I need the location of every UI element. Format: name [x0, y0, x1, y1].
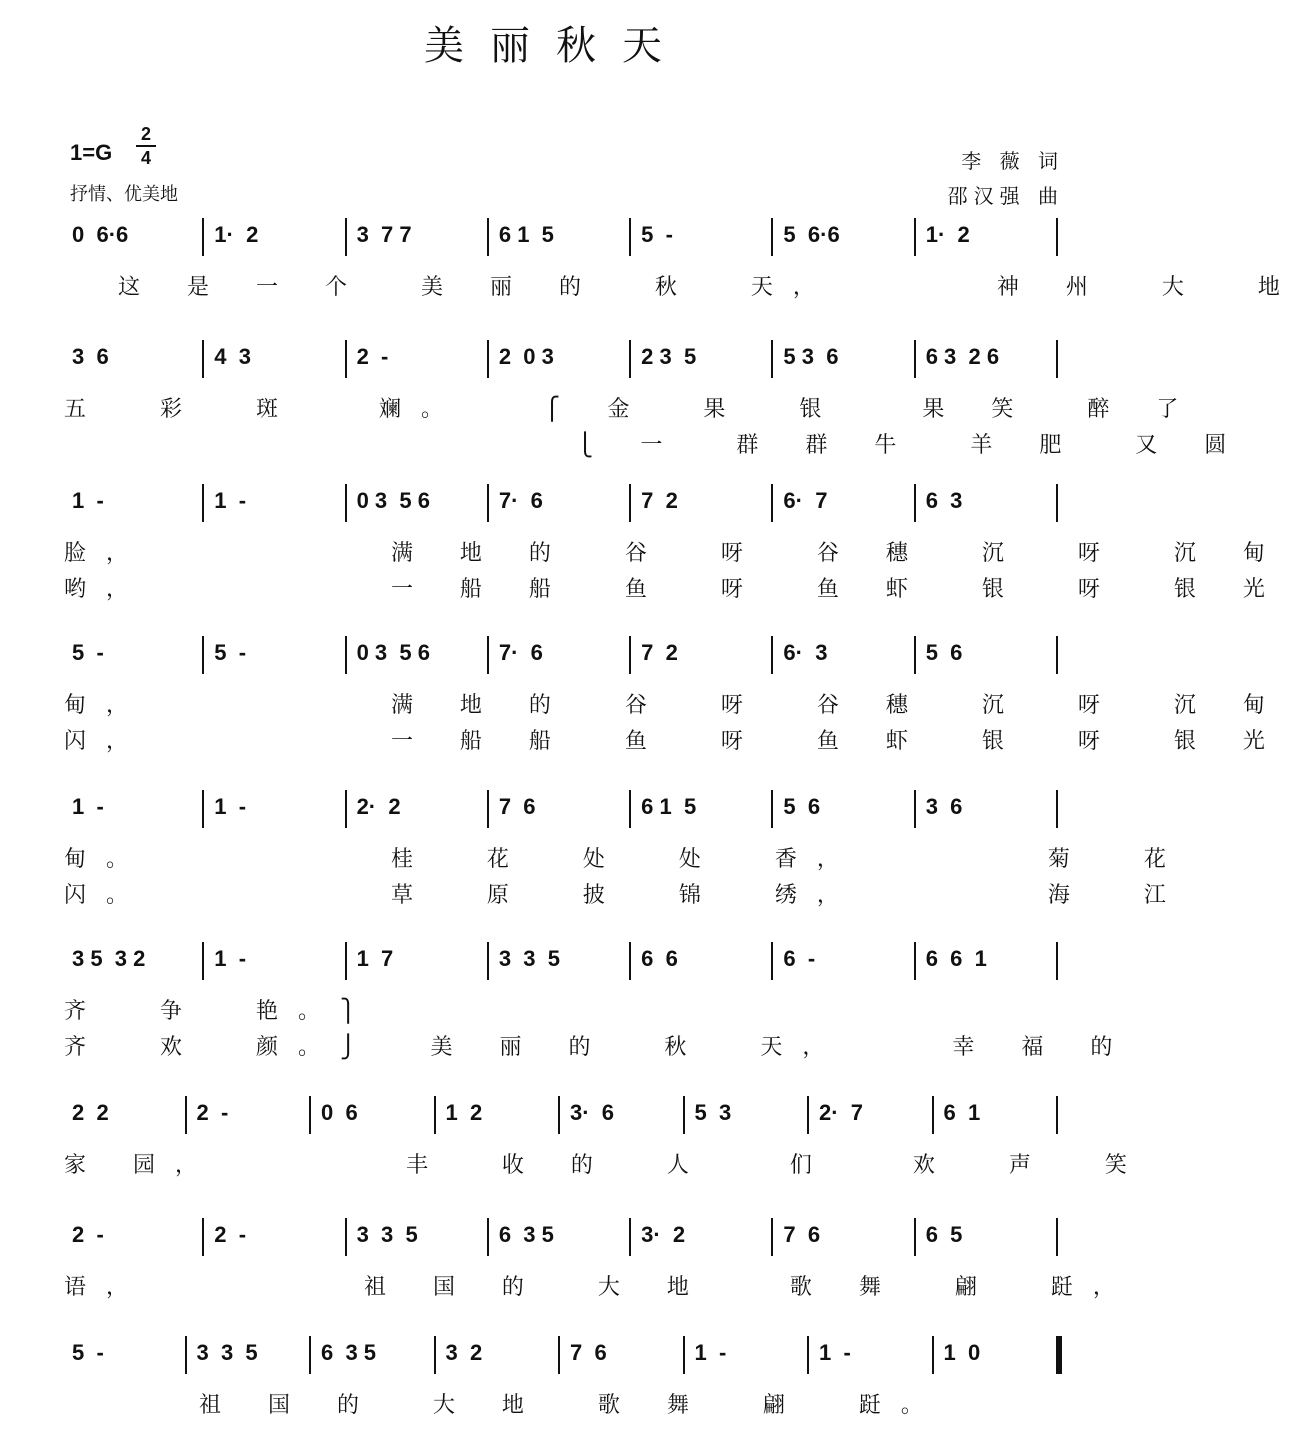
measure-notes: 7 2: [641, 640, 678, 665]
lyric-line: 语， 祖 国 的 大 地 歌 舞 翩 跹，: [64, 1275, 1135, 1300]
measure-notes: 6 6 1: [925, 946, 987, 971]
measure-notes: 2 0 3: [498, 344, 554, 369]
lyric-line: ⎩ 一 群 群 牛 羊 肥 又 圆: [64, 433, 1247, 458]
bar-line: [345, 340, 347, 378]
measure-notes: 0 3 5 6: [356, 488, 430, 513]
measure-notes: 1 -: [214, 488, 247, 513]
measure-notes: 1 -: [694, 1340, 727, 1365]
measure-notes: 1· 2: [925, 222, 970, 247]
bar-line: [629, 636, 631, 674]
bar-line: [202, 484, 204, 522]
measure-notes: 3· 6: [570, 1100, 615, 1125]
bar-line: [914, 340, 916, 378]
measure-notes: 2· 2: [356, 794, 401, 819]
measure-notes: 6· 3: [783, 640, 828, 665]
bar-line: [345, 218, 347, 256]
lyric-line: 哟， 一 船 船 鱼 呀 鱼 虾 银 呀 银 光: [64, 577, 1285, 602]
bar-line: [558, 1336, 560, 1374]
bar-line: [683, 1336, 685, 1374]
lyric-line: 祖 国 的 大 地 歌 舞 翩 跹。: [64, 1393, 943, 1418]
lyricist-credit: 李 薇 词: [961, 149, 1064, 173]
measure-notes: 1 -: [72, 488, 104, 513]
bar-line: [1056, 942, 1058, 980]
measure-notes: 2 -: [196, 1100, 229, 1125]
bar-line: [202, 218, 204, 256]
bar-line: [771, 218, 773, 256]
bar-line: [807, 1096, 809, 1134]
measure-notes: 5 6: [925, 640, 963, 665]
bar-line: [771, 340, 773, 378]
lyric-line: 闪， 一 船 船 鱼 呀 鱼 虾 银 呀 银 光: [64, 729, 1285, 754]
measure-notes: 3 5 3 2: [72, 946, 146, 971]
lyric-line: 甸。 桂 花 处 处 香， 菊 花: [64, 847, 1186, 872]
bar-line: [1056, 340, 1058, 378]
bar-line: [202, 942, 204, 980]
measure-notes: 7 2: [641, 488, 678, 513]
bar-line: [487, 218, 489, 256]
bar-line: [914, 790, 916, 828]
bar-line: [771, 1218, 773, 1256]
measure-notes: 3· 2: [641, 1222, 686, 1247]
bar-line: [185, 1096, 187, 1134]
measure-notes: 6 1: [943, 1100, 981, 1125]
measure-notes: 6 6: [641, 946, 678, 971]
measure-notes: 6 3: [925, 488, 963, 513]
lyric-line: 这 是 一 个 美 丽 的 秋 天， 神 州 大 地: [64, 275, 1300, 300]
time-signature: [136, 124, 156, 168]
bar-line: [914, 942, 916, 980]
measure-notes: 2 -: [214, 1222, 247, 1247]
bar-line: [345, 1218, 347, 1256]
measure-notes: 0 6·6: [72, 222, 129, 247]
bar-line: [932, 1096, 934, 1134]
tempo-marking: 抒情、优美地: [70, 184, 178, 205]
measure-notes: 5 3 6: [783, 344, 839, 369]
bar-line: [1056, 484, 1058, 522]
measure-notes: 1 2: [445, 1100, 483, 1125]
measure-notes: 6 1 5: [498, 222, 554, 247]
bar-line: [932, 1336, 934, 1374]
bar-line: [629, 340, 631, 378]
measure-notes: 3 3 5: [196, 1340, 258, 1365]
bar-line: [487, 942, 489, 980]
lyric-line: 齐 争 艳。⎫: [64, 999, 377, 1024]
bar-line: [683, 1096, 685, 1134]
time-signature-top: 2: [140, 124, 151, 144]
measure-notes: 5 -: [72, 1340, 104, 1365]
measure-notes: 7· 6: [498, 488, 543, 513]
bar-line: [629, 218, 631, 256]
bar-line: [345, 636, 347, 674]
measure-notes: 3 6: [925, 794, 963, 819]
measure-notes: 2 -: [72, 1222, 104, 1247]
lyric-line: 甸， 满 地 的 谷 呀 谷 穗 沉 呀 沉 甸: [64, 693, 1285, 718]
measure-notes: 2 -: [356, 344, 389, 369]
measure-notes: 5 3: [694, 1100, 732, 1125]
bar-line: [1056, 1096, 1058, 1134]
measure-notes: 1 -: [819, 1340, 851, 1365]
measure-notes: 0 6: [321, 1100, 358, 1125]
lyric-line: 家 园， 丰 收 的 人 们 欢 声 笑: [64, 1153, 1147, 1178]
bar-line: [807, 1336, 809, 1374]
measure-notes: 7 6: [570, 1340, 607, 1365]
lyric-line: 闪。 草 原 披 锦 绣， 海 江: [64, 883, 1186, 908]
bar-line: [1056, 636, 1058, 674]
measure-notes: 6· 7: [783, 488, 828, 513]
bar-line: [629, 1218, 631, 1256]
bar-line: [487, 340, 489, 378]
bar-line: [771, 484, 773, 522]
fraction-bar: [136, 145, 156, 147]
bar-line: [309, 1336, 311, 1374]
measure-notes: 3 6: [72, 344, 109, 369]
measure-notes: 1 -: [214, 794, 247, 819]
measure-notes: 5 -: [72, 640, 104, 665]
bar-line: [345, 790, 347, 828]
measure-notes: 1 7: [356, 946, 394, 971]
bar-line: [434, 1336, 436, 1374]
bar-line: [1056, 790, 1058, 828]
bar-line: [202, 1218, 204, 1256]
measure-notes: 2 3 5: [641, 344, 697, 369]
bar-line: [487, 484, 489, 522]
measure-notes: 1 0: [943, 1340, 981, 1365]
bar-line: [434, 1096, 436, 1134]
lyric-line: 脸， 满 地 的 谷 呀 谷 穗 沉 呀 沉 甸: [64, 541, 1285, 566]
measure-notes: 3 7 7: [356, 222, 412, 247]
bar-line: [487, 1218, 489, 1256]
measure-notes: 6 3 2 6: [925, 344, 1000, 369]
measure-notes: 7· 6: [498, 640, 543, 665]
measure-notes: 5 6: [783, 794, 821, 819]
bar-line: [487, 636, 489, 674]
measure-notes: 3 3 5: [356, 1222, 418, 1247]
measure-notes: 6 -: [783, 946, 816, 971]
bar-line: [558, 1096, 560, 1134]
time-signature-bottom: 4: [140, 148, 151, 168]
bar-line: [345, 484, 347, 522]
bar-line: [345, 942, 347, 980]
bar-line: [1056, 218, 1058, 256]
bar-line: [914, 1218, 916, 1256]
measure-notes: 1 -: [72, 794, 104, 819]
bar-line: [1056, 1218, 1058, 1256]
bar-line: [771, 942, 773, 980]
measure-notes: 1 -: [214, 946, 247, 971]
bar-line: [185, 1336, 187, 1374]
measure-notes: 7 6: [783, 1222, 821, 1247]
bar-line: [202, 340, 204, 378]
measure-notes: 6 5: [925, 1222, 963, 1247]
bar-line: [914, 636, 916, 674]
lyric-line: 五 彩 斑 斓。 ⎧ 金 果 银 果 笑 醉 了: [64, 397, 1199, 422]
measure-notes: 4 3: [214, 344, 251, 369]
bar-line: [1056, 1336, 1062, 1374]
measure-notes: 6 3 5: [321, 1340, 377, 1365]
measure-notes: 2 2: [72, 1100, 109, 1125]
bar-line: [771, 636, 773, 674]
measure-notes: 7 6: [498, 794, 536, 819]
measure-notes: 1· 2: [214, 222, 259, 247]
bar-line: [629, 484, 631, 522]
bar-line: [487, 790, 489, 828]
bar-line: [629, 790, 631, 828]
bar-line: [914, 218, 916, 256]
bar-line: [202, 636, 204, 674]
measure-notes: 6 3 5: [498, 1222, 554, 1247]
measure-notes: 2· 7: [819, 1100, 864, 1125]
bar-line: [202, 790, 204, 828]
measure-notes: 6 1 5: [641, 794, 697, 819]
key-signature: 1=G: [70, 140, 113, 165]
measure-notes: 5 -: [641, 222, 673, 247]
bar-line: [914, 484, 916, 522]
measure-notes: 3 2: [445, 1340, 483, 1365]
bar-line: [629, 942, 631, 980]
lyric-line: 齐 欢 颜。⎭ 美 丽 的 秋 天， 幸 福 的: [64, 1035, 1133, 1060]
bar-line: [771, 790, 773, 828]
composer-credit: 邵汉强 曲: [947, 184, 1064, 208]
measure-notes: 5 6·6: [783, 222, 840, 247]
bar-line: [309, 1096, 311, 1134]
measure-notes: 5 -: [214, 640, 247, 665]
song-title: 美丽秋天: [424, 23, 688, 69]
measure-notes: 0 3 5 6: [356, 640, 430, 665]
measure-notes: 3 3 5: [498, 946, 560, 971]
